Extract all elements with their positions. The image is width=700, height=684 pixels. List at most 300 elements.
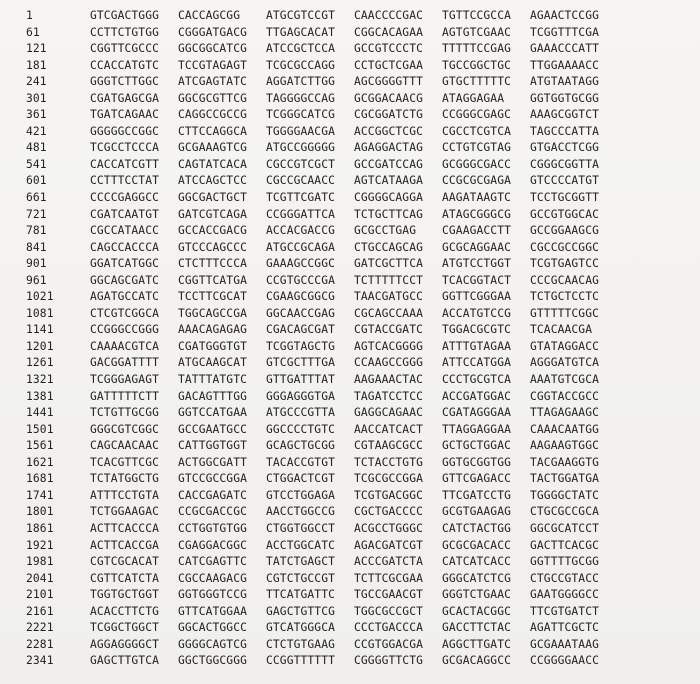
sequence-block: GTATAGGACC [530,339,600,353]
sequence-block: CTGCCAGCAG [354,240,424,254]
sequence-block: AGTCACGGGG [354,339,424,353]
sequence-block: TCTGGAAGAC [90,505,160,519]
sequence-block: GCGAAATAAG [530,637,600,651]
sequence-row [26,207,686,224]
sequence-block: CACCATCGTT [90,157,160,171]
sequence-block: GAGCTGTTCG [266,604,336,618]
sequence-block: CATCGAGTTC [178,555,248,569]
sequence-block: GGATCATGGC [90,257,160,271]
sequence-block: CCTGGTGTGG [178,521,248,535]
sequence-block: GACGGATTTT [90,356,160,370]
sequence-block: AGGAGGGGCT [90,637,160,651]
sequence-block: GGCAGCGATC [90,273,160,287]
sequence-block: GGCGCGTTCG [178,91,248,105]
sequence-row [26,25,686,42]
sequence-block: TACACCGTGT [266,455,336,469]
position-number: 1381 [26,389,54,403]
sequence-block: TCGCCTCCCA [90,141,160,155]
sequence-block: TCGTGAGTCC [530,257,600,271]
sequence-block: GTCGACTGGG [90,9,160,22]
sequence-block: TCTTCGCGAA [354,571,424,585]
sequence-block: CCCTGCGTCA [442,373,512,387]
sequence-block: CGCCAAGACG [178,571,248,585]
sequence-block: GTTGATTTAT [266,373,336,387]
position-number: 2281 [26,637,54,651]
sequence-block: AGCGGGGTTT [354,75,424,89]
position-number: 1141 [26,323,54,337]
position-number: 781 [26,224,47,238]
sequence-block: TATTTATGTC [178,373,248,387]
sequence-block: TTCGATCCTG [442,488,512,502]
sequence-block: GGGTCTGAAC [442,588,512,602]
sequence-block: TCTGCTTCAG [354,207,424,221]
sequence-block: GCGAAAGTCG [178,141,248,155]
position-number: 1681 [26,472,54,486]
sequence-block: AGGGATGTCA [530,356,600,370]
sequence-block: CGTACCGATC [354,323,424,337]
sequence-block: AGAGGACTAG [354,141,424,155]
sequence-block: GGTTTTGCGG [530,555,600,569]
sequence-block: TGGACGCGTC [442,323,512,337]
sequence-block: GAGCTTGTCA [90,654,160,668]
sequence-block: GGCGGCATCG [178,42,248,56]
position-number: 1261 [26,356,54,370]
sequence-block: TAGATCCTCC [354,389,424,403]
sequence-block: CCGCGACCGC [178,505,248,519]
sequence-block: TACTGGATGA [530,472,600,486]
sequence-block: TCGGTTTCGA [530,25,600,39]
sequence-block: GATTTTTCTT [90,389,160,403]
sequence-block: AAACAGAGAG [178,323,248,337]
sequence-block: TCGCGCCGGA [354,472,424,486]
sequence-block: GCAGCTGCGG [266,439,336,453]
sequence-block: ACCATGTCCG [442,306,512,320]
sequence-row [26,74,686,91]
sequence-block: AGGATCTTGG [266,75,336,89]
sequence-block: TACGAAGGTG [530,455,600,469]
position-number: 1741 [26,488,54,502]
sequence-block: GTCCTGGAGA [266,488,336,502]
sequence-block: GGTTCGGGAA [442,290,512,304]
sequence-block: AAAGCGGTCT [530,108,600,122]
sequence-block: ACCTGGCATC [266,538,336,552]
sequence-block: ACTTCACCGA [90,538,160,552]
sequence-block: GAGGCAGAAC [354,406,424,420]
sequence-block: ACCGGCTCGC [354,124,424,138]
sequence-block: GGCAACCGAG [266,306,336,320]
sequence-block: GAAACCCATT [530,42,600,56]
sequence-row [26,256,686,273]
sequence-row [26,339,686,356]
sequence-block: CTGCGCCGCA [530,505,600,519]
position-number: 1801 [26,505,54,519]
sequence-block: GCCACCGACG [178,224,248,238]
sequence-block: CCGGGCCGGG [90,323,160,337]
sequence-block: GTCATGGGCA [266,621,336,635]
position-number: 1321 [26,373,54,387]
position-number: 121 [26,42,47,56]
sequence-block: CGTCTGCCGT [266,571,336,585]
sequence-block: CTTCCAGGCA [178,124,248,138]
sequence-block: TCGTTCGATC [266,191,336,205]
sequence-row [26,438,686,455]
sequence-block: AACCTGGCCG [266,505,336,519]
sequence-block: GCGCCTGAG [354,224,417,238]
sequence-block: CGTTCATCTA [90,571,160,585]
sequence-block: GACCTTCTAC [442,621,512,635]
position-number: 1921 [26,538,54,552]
sequence-block: CGAAGCGGCG [266,290,336,304]
sequence-block: GGCGACTGCT [178,191,248,205]
sequence-block: GGGAGGGTGA [266,389,336,403]
sequence-block: CAGGCCGCCG [178,108,248,122]
sequence-row [26,422,686,439]
sequence-block: AGACGATCGT [354,538,424,552]
sequence-row [26,571,686,588]
position-number: 1441 [26,406,54,420]
sequence-block: TCGGTAGCTG [266,339,336,353]
sequence-row [26,223,686,240]
sequence-block: GCCGTCCCTC [354,42,424,56]
sequence-block: CCTGTCGTAG [442,141,512,155]
sequence-block: CGACAGCGAT [266,323,336,337]
position-number: 1201 [26,339,54,353]
sequence-block: CTCTGTGAAG [266,637,336,651]
sequence-block: ATGCCCGTTA [266,406,336,420]
position-number: 1501 [26,422,54,436]
sequence-block: GACAGTTTGG [178,389,248,403]
sequence-row [26,355,686,372]
sequence-block: TCTGTTGCGG [90,406,160,420]
sequence-block: GCGCAGGAAC [442,240,512,254]
position-number: 301 [26,91,47,105]
sequence-block: TTAGGAGGAA [442,422,512,436]
sequence-block: ACCGATGGAC [442,389,512,403]
sequence-block: ATCCGCTCCA [266,42,336,56]
sequence-block: TCCTGCGGTT [530,191,600,205]
sequence-block: TGGGGAACGA [266,124,336,138]
sequence-block: CCACCATGTC [90,58,160,72]
sequence-block: CGAAGACCTT [442,224,512,238]
sequence-block: CAAAACGTCA [90,339,160,353]
sequence-block: CATCTACTGG [442,521,512,535]
sequence-block: ATCCAGCTCC [178,174,248,188]
sequence-row [26,521,686,538]
position-number: 721 [26,207,47,221]
sequence-block: ACACCTTCTG [90,604,160,618]
sequence-block: CGTCGCACAT [90,555,160,569]
sequence-block: ACTTCACCCA [90,521,160,535]
sequence-row [26,140,686,157]
sequence-block: ATTTCCTGTA [90,488,160,502]
sequence-block: GCGGGCGACC [442,157,512,171]
sequence-block: GATCGTCAGA [178,207,248,221]
sequence-row [26,8,686,25]
sequence-row [26,587,686,604]
sequence-block: ATGTAATAGG [530,75,600,89]
position-number: 541 [26,157,47,171]
sequence-row [26,240,686,257]
sequence-block: TTGAGCACAT [266,25,336,39]
sequence-block: GTTCGAGACC [442,472,512,486]
sequence-block: TAACGATGCC [354,290,424,304]
sequence-block: TCGCGCCAGG [266,58,336,72]
sequence-block: CCTTCTGTGG [90,25,160,39]
sequence-row [26,41,686,58]
sequence-row [26,289,686,306]
sequence-block: GCGACAGGCC [442,654,512,668]
sequence-block: TGTTCCGCCA [442,9,512,22]
sequence-block: TCCTTCGCAT [178,290,248,304]
sequence-block: ATTTGTAGAA [442,339,512,353]
sequence-row [26,306,686,323]
sequence-block: ATGTCCTGGT [442,257,512,271]
sequence-block: CCGGTTTTTT [266,654,336,668]
sequence-row [26,554,686,571]
sequence-block: TGGTGCTGGT [90,588,160,602]
sequence-block: CGCCGCAACC [266,174,336,188]
sequence-block: GGTGCGGTGG [442,455,512,469]
sequence-block: CCGGGGAACC [530,654,600,668]
sequence-block: CGAGGACGGC [178,538,248,552]
sequence-block: ACCCGATCTA [354,555,424,569]
sequence-block: CGATGAGCGA [90,91,160,105]
sequence-block: CGATCAATGT [90,207,160,221]
sequence-block: ACTGGCGATT [178,455,248,469]
sequence-block: CGCTGACCCC [354,505,424,519]
sequence-block: CGTAAGCGCC [354,439,424,453]
sequence-block: GGCCCCTGTC [266,422,336,436]
sequence-block: GCCGGAAGCG [530,224,600,238]
sequence-row [26,157,686,174]
sequence-block: CTGCCGTACC [530,571,600,585]
sequence-block: GGTGGTGCGG [530,91,600,105]
sequence-block: GTTTTTCGGC [530,306,600,320]
sequence-block: TCGGGAGAGT [90,373,160,387]
sequence-block: AAATGTCGCA [530,373,600,387]
sequence-block: CCGCGCGAGA [442,174,512,188]
sequence-block: TCGTGACGGC [354,488,424,502]
sequence-block: GGGGGCCGGC [90,124,160,138]
sequence-block: CGCCTCGTCA [442,124,512,138]
sequence-block: CATCATCACC [442,555,512,569]
sequence-block: GGCTGGCGGG [178,654,248,668]
sequence-block: CGCCGCCGGC [530,240,600,254]
sequence-block: GCGTGAAGAG [442,505,512,519]
sequence-block: ACCACGACCG [266,224,336,238]
sequence-block: GTCGCTTTGA [266,356,336,370]
sequence-block: TCACAACGA [530,323,593,337]
sequence-block: ACGCCTGGGC [354,521,424,535]
position-number: 2221 [26,621,54,635]
position-number: 841 [26,240,47,254]
sequence-block: CCGGGATTCA [266,207,336,221]
sequence-block: GGCGCATCCT [530,521,600,535]
position-number: 1621 [26,455,54,469]
sequence-block: GGCACTGGCC [178,621,248,635]
sequence-block: GGGTCTTGGC [90,75,160,89]
position-number: 481 [26,141,47,155]
position-number: 661 [26,191,47,205]
sequence-row [26,107,686,124]
sequence-block: GATCGCTTCA [354,257,424,271]
sequence-row [26,405,686,422]
sequence-block: AGATTCGCTC [530,621,600,635]
sequence-block: GTCCCCATGT [530,174,600,188]
sequence-block: AGAACTCCGG [530,9,600,22]
sequence-block: CGGTTCATGA [178,273,248,287]
sequence-block: TGATCAGAAC [90,108,160,122]
sequence-block: CCGGGCGAGC [442,108,512,122]
sequence-block: GAATGGGGCC [530,588,600,602]
sequence-row [26,372,686,389]
sequence-block: TGGGGCTATC [530,488,600,502]
position-number: 1981 [26,555,54,569]
sequence-block: GCTGCTGGAC [442,439,512,453]
sequence-block: CCTGCTCGAA [354,58,424,72]
sequence-block: TTCGTGATCT [530,604,600,618]
sequence-block: ATAGCGGGCG [442,207,512,221]
sequence-row [26,637,686,654]
sequence-block: TTAGAGAAGC [530,406,600,420]
sequence-block: CGATGGGTGT [178,339,248,353]
position-number: 361 [26,108,47,122]
sequence-block: TCTGCTCCTC [530,290,600,304]
sequence-block: CTCTTTCCCA [178,257,248,271]
sequence-row [26,653,686,670]
sequence-block: GTCCGCCGGA [178,472,248,486]
sequence-block: TTGGAAAACC [530,58,600,72]
sequence-block: CCGTGGACGA [354,637,424,651]
sequence-block: CGGGGCAGGA [354,191,424,205]
sequence-block: TCTTTTTCCT [354,273,424,287]
sequence-block: CAAACAATGG [530,422,600,436]
position-number: 2041 [26,571,54,585]
sequence-block: CTGGTGGCCT [266,521,336,535]
position-number: 1021 [26,290,54,304]
sequence-block: TCACGTTCGC [90,455,160,469]
sequence-block: TTCATGATTC [266,588,336,602]
sequence-block: CGGCACAGAA [354,25,424,39]
position-number: 421 [26,124,47,138]
sequence-block: GACTTCACGC [530,538,600,552]
sequence-block: CAACCCCGAC [354,9,424,22]
sequence-block: CGCGGATCTG [354,108,424,122]
sequence-block: GTTCATGGAA [178,604,248,618]
position-number: 601 [26,174,47,188]
sequence-block: CACCAGCGG [178,9,241,22]
sequence-row [26,604,686,621]
sequence-row [26,455,686,472]
sequence-block: CCAAGCCGGG [354,356,424,370]
sequence-block: CGATAGGGAA [442,406,512,420]
sequence-block: GCCGATCCAG [354,157,424,171]
sequence-block: AGTGTCGAAC [442,25,512,39]
sequence-block: ATGCCGCAGA [266,240,336,254]
sequence-block: AAGAAGTGGC [530,439,600,453]
sequence-block: TCCGTAGAGT [178,58,248,72]
position-number: 61 [26,25,40,39]
sequence-row [26,58,686,75]
sequence-row [26,124,686,141]
sequence-row [26,389,686,406]
sequence-block: CTGGACTCGT [266,472,336,486]
position-number: 2161 [26,604,54,618]
sequence-block: CCTTTCCTAT [90,174,160,188]
sequence-row [26,322,686,339]
sequence-block: ATGCCGGGGG [266,141,336,155]
sequence-block: CATTGGTGGT [178,439,248,453]
sequence-block: TCGGGCATCG [266,108,336,122]
sequence-block: GTGACCTCGG [530,141,600,155]
sequence-block: CTCGTCGGCA [90,306,160,320]
sequence-block: GTGCTTTTTC [442,75,512,89]
sequence-block: TCGGCTGGCT [90,621,160,635]
sequence-block: TGCCGGCTGC [442,58,512,72]
sequence-row [26,91,686,108]
sequence-block: CCCCGAGGCC [90,191,160,205]
sequence-block: TGGCGCCGCT [354,604,424,618]
sequence-block: GTCCCAGCCC [178,240,248,254]
sequence-block: GCACTACGGC [442,604,512,618]
sequence-row [26,538,686,555]
sequence-block: ATGCAAGCAT [178,356,248,370]
sequence-block: CCCTGACCCA [354,621,424,635]
sequence-block: CGCAGCCAAA [354,306,424,320]
position-number: 1 [26,9,33,22]
sequence-block: ATGCGTCCGT [266,9,336,22]
sequence-block: AGATGCCATC [90,290,160,304]
position-number: 901 [26,257,47,271]
sequence-block: AAGAAACTAC [354,373,424,387]
sequence-row [26,173,686,190]
sequence-block: CGGGATGACG [178,25,248,39]
sequence-row [26,488,686,505]
sequence-block: ATCGAGTATC [178,75,248,89]
sequence-row [26,620,686,637]
sequence-block: CAGCAACAAC [90,439,160,453]
sequence-block: AGTCATAAGA [354,174,424,188]
sequence-block: CGGTACCGCC [530,389,600,403]
sequence-block: TGGCAGCCGA [178,306,248,320]
sequence-block: CGCCGTCGCT [266,157,336,171]
sequence-block: AGGCTTGATC [442,637,512,651]
sequence-block: ATTCCATGGA [442,356,512,370]
sequence-block: GAAAGCCGGC [266,257,336,271]
sequence-row [26,273,686,290]
position-number: 1861 [26,521,54,535]
sequence-block: CCCGCAACAG [530,273,600,287]
sequence-block: AAGATAAGTC [442,191,512,205]
sequence-block: ATAGGAGAA [442,91,505,105]
sequence-block: CGGGCGGTTA [530,157,600,171]
sequence-block: GGGGCAGTCG [178,637,248,651]
position-number: 181 [26,58,47,72]
sequence-row [26,190,686,207]
position-number: 1561 [26,439,54,453]
sequence-block: AACCATCACT [354,422,424,436]
sequence-block: GCGCGACACC [442,538,512,552]
sequence-block: GCGGACAACG [354,91,424,105]
sequence-block: GCCGTGGCAC [530,207,600,221]
sequence-block: CAGCCACCCA [90,240,160,254]
sequence-block: GGGCATCTCG [442,571,512,585]
sequence-block: CGGGGTTCTG [354,654,424,668]
sequence-block: TCTATGGCTG [90,472,160,486]
sequence-block: GGTCCATGAA [178,406,248,420]
sequence-block: GGGCGTCGGC [90,422,160,436]
sequence-block: TAGGGGCCAG [266,91,336,105]
